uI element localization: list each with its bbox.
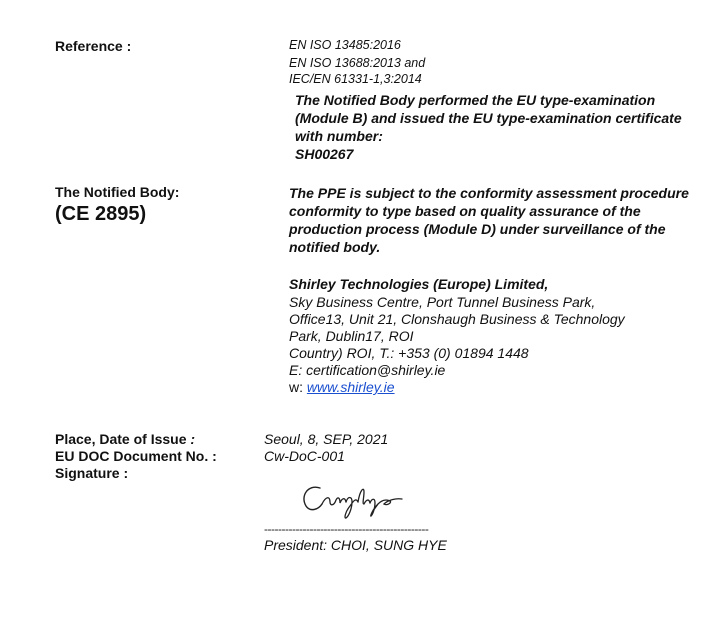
notified-body-statement-line: conformity to type based on quality assurance of the [289, 203, 641, 219]
ce-number: (CE 2895) [55, 203, 147, 225]
notified-body-statement-line: notified body. [289, 239, 381, 255]
address-line: Park, Dublin17, ROI [289, 328, 414, 344]
website-prefix: w: [289, 379, 303, 395]
standard-line: IEC/EN 61331-1,3:2014 [289, 72, 422, 86]
phone-line: Country) ROI, T.: +353 (0) 01894 1448 [289, 345, 529, 361]
notified-body-statement-line: production process (Module D) under surveillance of the [289, 221, 666, 237]
email-line: E: certification@shirley.ie [289, 362, 446, 378]
reference-statement-line: with number: [295, 128, 383, 144]
notified-body-statement-line: The PPE is subject to the conformity assessment procedure [289, 185, 689, 201]
standard-line: EN ISO 13485:2016 [289, 38, 401, 52]
address-line: Sky Business Centre, Port Tunnel Business Park, [289, 294, 596, 310]
standard-line: EN ISO 13688:2013 and [289, 56, 426, 70]
reference-statement-line: The Notified Body performed the EU type-examination [295, 92, 656, 108]
certificate-number: SH00267 [295, 146, 354, 162]
doc-number-value: Cw-DoC-001 [264, 448, 345, 464]
website-line [289, 379, 395, 395]
reference-statement-line: (Module B) and issued the EU type-examination certificate [295, 110, 682, 126]
reference-label: Reference : [55, 38, 132, 54]
company-name: Shirley Technologies (Europe) Limited, [289, 276, 549, 292]
signature-rule: ----------------------------------------------- [264, 522, 429, 536]
place-date-label: Place, Date of Issue : [55, 431, 196, 447]
signature-label: Signature : [55, 465, 129, 481]
notified-body-label: The Notified Body: [55, 184, 180, 200]
doc-number-label: EU DOC Document No. : [55, 448, 217, 464]
website-link[interactable]: www.shirley.ie [306, 379, 395, 395]
signer-name: President: CHOI, SUNG HYE [264, 537, 447, 553]
handwritten-signature [298, 478, 408, 522]
place-date-value: Seoul, 8, SEP, 2021 [264, 431, 389, 447]
address-line: Office13, Unit 21, Clonshaugh Business & Technology [289, 311, 625, 327]
